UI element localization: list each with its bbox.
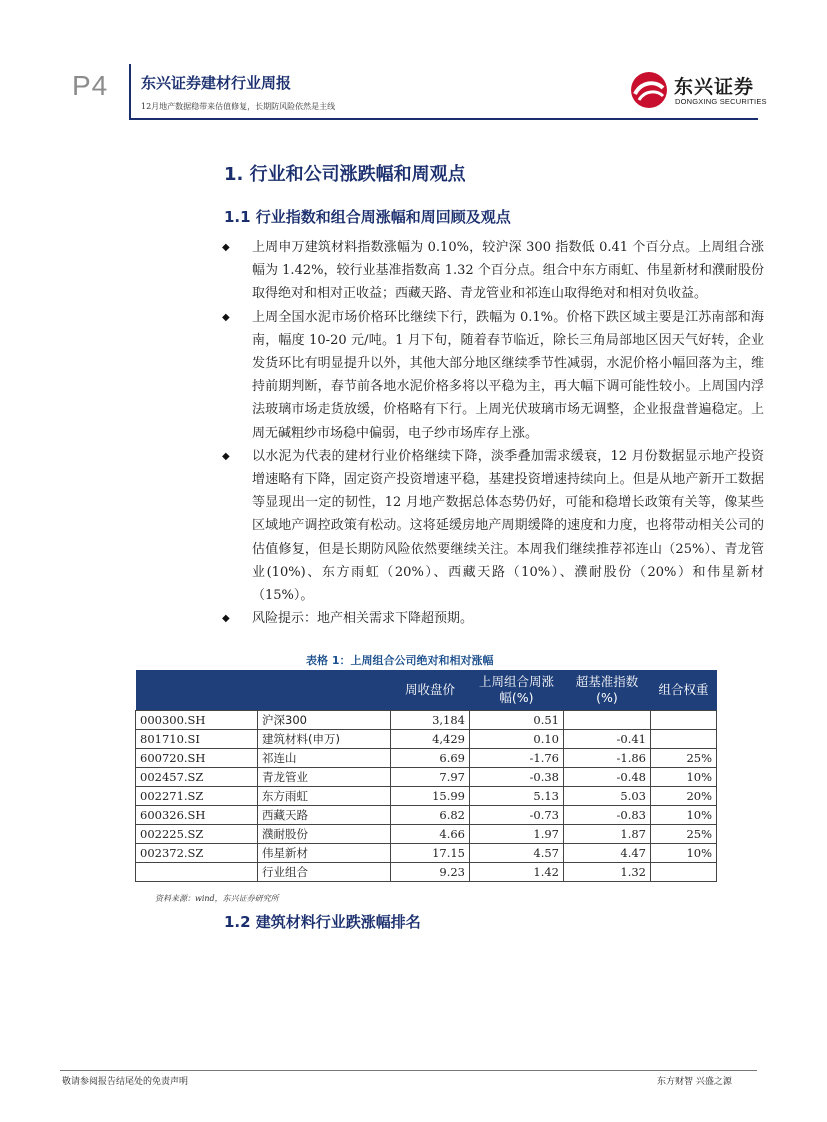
- excess-return-cell: 1.32: [564, 863, 651, 882]
- table-row: [136, 825, 717, 844]
- stock-name-cell: 沪深300: [258, 711, 391, 730]
- diamond-bullet-icon: ◆: [222, 613, 230, 625]
- portfolio-weight-cell: 10%: [651, 768, 717, 787]
- stock-code-cell: 002372.SZ: [136, 844, 258, 863]
- diamond-bullet-icon: ◆: [222, 242, 230, 253]
- table-row: [136, 749, 717, 768]
- stock-code-cell: 002225.SZ: [136, 825, 258, 844]
- bullet-item: [222, 306, 764, 445]
- portfolio-weight-cell: [651, 711, 717, 730]
- close-price-cell: 4.66: [391, 825, 470, 844]
- stock-name-cell: 祁连山: [258, 749, 391, 768]
- bullet-text: 以水泥为代表的建材行业价格继续下降，淡季叠加需求缓衰，12 月份数据显示地产投资增速略有下降，固定资产投资增速平稳，基建投资增速持续向上。但是从地产新开工数据等显现出一定的韧性，12 月地产数据总体态势仍好，可能和稳增长政策有关等，像某些区域地产调控政策有松动。这将延缓房地产周期缓降的速度和力度，也将带动相关公司的估值修复，但是长期防风险依然要继续关注。本周我们继续推荐祁连山（25%）、青龙管业(10%)、东方雨虹（20%）、西藏天路（10%）、濮耐股份（20%）和伟星新材（15%）。: [252, 448, 764, 604]
- table-row: [136, 844, 717, 863]
- week-change-cell: 1.97: [470, 825, 564, 844]
- stock-name-cell: 东方雨虹: [258, 787, 391, 806]
- stock-code-cell: 000300.SH: [136, 711, 258, 730]
- close-price-cell: 4,429: [391, 730, 470, 749]
- header-divider: [129, 64, 131, 118]
- week-change-cell: 5.13: [470, 787, 564, 806]
- stock-name-cell: 青龙管业: [258, 768, 391, 787]
- stock-code-cell: 801710.SI: [136, 730, 258, 749]
- close-price-cell: 6.82: [391, 806, 470, 825]
- subsection-title-2: 1.2 建筑材料行业跌涨幅排名: [224, 913, 421, 931]
- stock-name-cell: 濮耐股份: [258, 825, 391, 844]
- bullet-text: 上周全国水泥市场价格环比继续下行，跌幅为 0.1%。价格下跌区域主要是江苏南部和海南，幅度 10-20 元/吨。1 月下旬，随着春节临近，除长三角局部地区因天气好转，企业发货环比有明显提升以外，其他大部分地区继续季节性减弱，水泥价格小幅回落为主，维持前期判断，春节前各地水泥价格多将以平稳为主，再大幅下调可能性较小。上周国内浮法玻璃市场走货放缓，价格略有下行。上周光伏玻璃市场无调整，企业报盘普遍稳定。上周无碱粗纱市场稳中偏弱，电子纱市场库存上涨。: [252, 309, 764, 441]
- portfolio-weight-cell: [651, 863, 717, 882]
- table-row: [136, 730, 717, 749]
- portfolio-table: [135, 670, 717, 882]
- footer-slogan: 东方财智 兴盛之源: [657, 1077, 732, 1087]
- subsection-title: 1.1 行业指数和组合周涨幅和周回顾及观点: [224, 208, 511, 226]
- week-change-cell: -0.38: [470, 768, 564, 787]
- page-number: P4: [72, 70, 109, 101]
- stock-code-cell: [136, 863, 258, 882]
- diamond-bullet-icon: ◆: [222, 311, 230, 323]
- footer-rule: [60, 1070, 757, 1071]
- week-change-cell: -0.73: [470, 806, 564, 825]
- bullet-list: [222, 236, 764, 630]
- week-change-cell: 1.42: [470, 863, 564, 882]
- table-caption: 表格 1：上周组合公司绝对和相对涨幅: [306, 654, 494, 667]
- bullet-item: [222, 445, 764, 607]
- portfolio-weight-cell: 10%: [651, 806, 717, 825]
- portfolio-weight-cell: 25%: [651, 749, 717, 768]
- close-price-cell: 17.15: [391, 844, 470, 863]
- table-header-row: [136, 670, 717, 711]
- stock-code-cell: 600326.SH: [136, 806, 258, 825]
- table-row: [136, 711, 717, 730]
- excess-return-cell: [564, 711, 651, 730]
- stock-name-cell: 西藏天路: [258, 806, 391, 825]
- close-price-cell: 15.99: [391, 787, 470, 806]
- excess-return-cell: 1.87: [564, 825, 651, 844]
- header-cell: [136, 670, 258, 711]
- section-title: 1. 行业和公司涨跌幅和周观点: [224, 164, 466, 185]
- week-change-cell: 4.57: [470, 844, 564, 863]
- table-row: [136, 863, 717, 882]
- bullet-text: 上周申万建筑材料指数涨幅为 0.10%，较沪深 300 指数低 0.41 个百分点。上周组合涨幅为 1.42%，较行业基准指数高 1.32 个百分点。组合中东方雨虹、伟星新材和濮耐股份取得绝对和相对正收益；西藏天路、青龙管业和祁连山取得绝对和相对负收益。: [252, 240, 764, 302]
- logo-english-name: DONGXING SECURITIES: [675, 97, 767, 106]
- table-row: [136, 768, 717, 787]
- close-price-cell: 9.23: [391, 863, 470, 882]
- header-cell: [258, 670, 391, 711]
- close-price-cell: 7.97: [391, 768, 470, 787]
- bullet-text: 风险提示：地产相关需求下降超预期。: [252, 611, 474, 627]
- week-change-cell: 0.10: [470, 730, 564, 749]
- header-weight: 组合权重: [651, 670, 717, 711]
- excess-return-cell: -0.41: [564, 730, 651, 749]
- portfolio-weight-cell: 10%: [651, 844, 717, 863]
- table-row: [136, 787, 717, 806]
- header-close-price: 周收盘价: [391, 670, 470, 711]
- excess-return-cell: 4.47: [564, 844, 651, 863]
- excess-return-cell: 5.03: [564, 787, 651, 806]
- stock-name-cell: 建筑材料(申万): [258, 730, 391, 749]
- logo-chinese-name: 东兴证券: [674, 76, 755, 98]
- footer-disclaimer: 敬请参阅报告结尾处的免责声明: [62, 1077, 189, 1087]
- stock-name-cell: 行业组合: [258, 863, 391, 882]
- diamond-bullet-icon: ◆: [222, 450, 230, 462]
- table-row: [136, 806, 717, 825]
- bullet-item: [222, 236, 764, 306]
- header-week-change: 上周组合周涨幅(%): [470, 670, 564, 711]
- portfolio-weight-cell: 25%: [651, 825, 717, 844]
- header-rule: [129, 118, 758, 120]
- header-excess-return: 超基准指数(%): [564, 670, 651, 711]
- excess-return-cell: -1.86: [564, 749, 651, 768]
- table-source: 资料来源：wind，东兴证券研究所: [155, 894, 279, 903]
- report-title: 东兴证券建材行业周报: [141, 74, 292, 92]
- stock-code-cell: 002457.SZ: [136, 768, 258, 787]
- stock-code-cell: 002271.SZ: [136, 787, 258, 806]
- portfolio-weight-cell: [651, 730, 717, 749]
- stock-code-cell: 600720.SH: [136, 749, 258, 768]
- portfolio-weight-cell: 20%: [651, 787, 717, 806]
- week-change-cell: 0.51: [470, 711, 564, 730]
- excess-return-cell: -0.83: [564, 806, 651, 825]
- stock-name-cell: 伟星新材: [258, 844, 391, 863]
- close-price-cell: 6.69: [391, 749, 470, 768]
- close-price-cell: 3,184: [391, 711, 470, 730]
- report-subtitle: 12月地产数据稳带来估值修复，长期防风险依然是主线: [141, 102, 336, 111]
- excess-return-cell: -0.48: [564, 768, 651, 787]
- week-change-cell: -1.76: [470, 749, 564, 768]
- bullet-item: [222, 607, 764, 630]
